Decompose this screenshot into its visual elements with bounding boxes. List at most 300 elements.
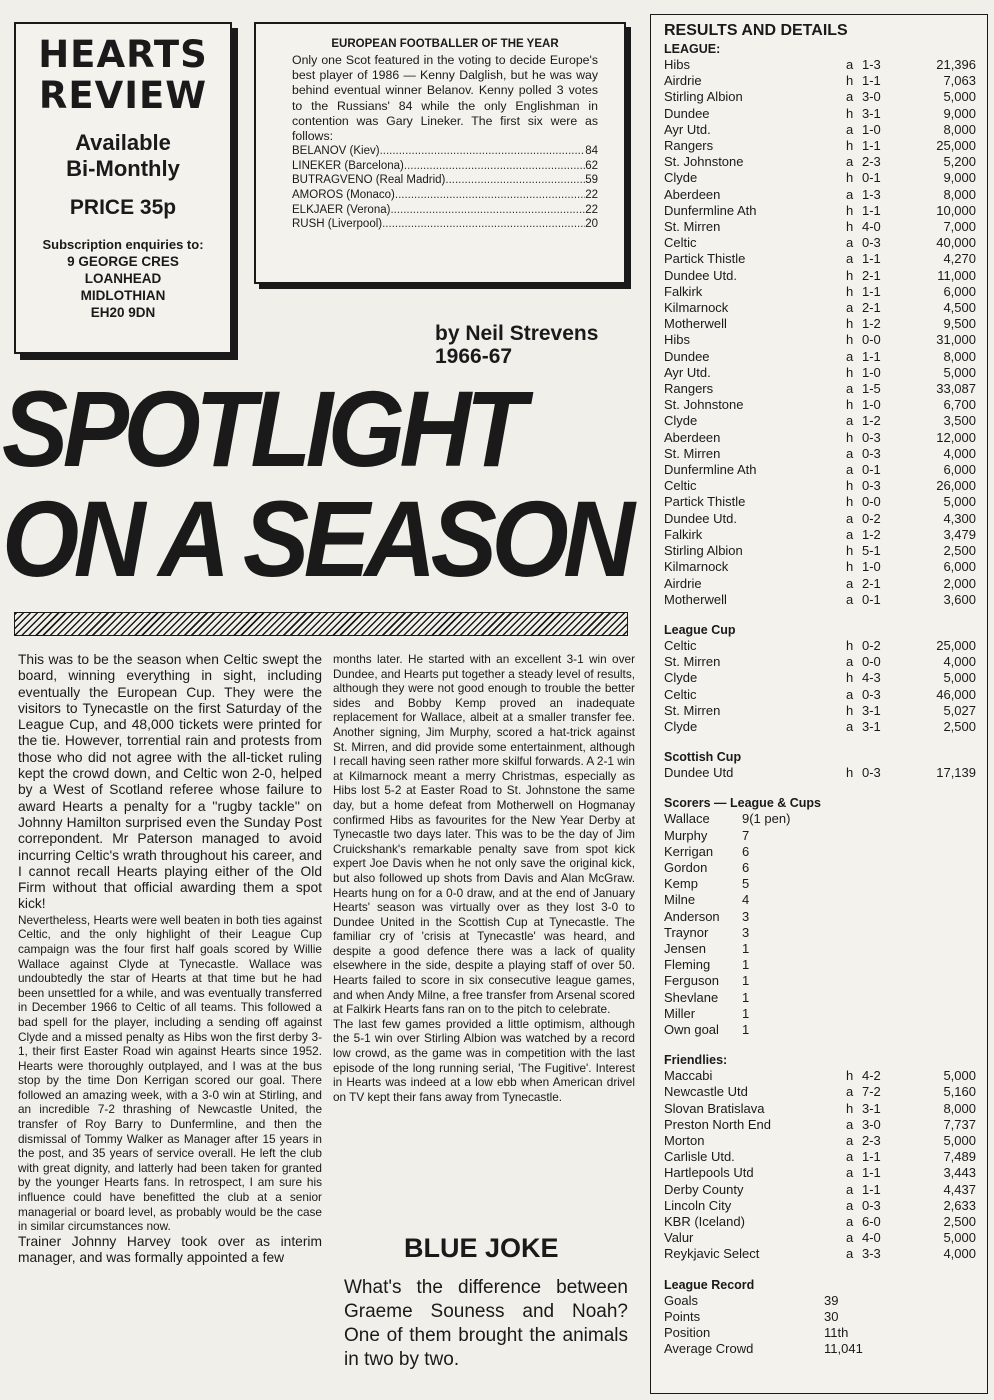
article-paragraph: Nevertheless, Hearts were well beaten in both ties against Celtic, and the only highlight of their League Cup campaign was the four first half goals scored by Willie Wallace against Clyde at Tynecastle. Wallace was undoubtedly the star of Hearts at that time but he had been unsettled for a while, and was eventually transferred in December 1966 to Celtic of all teams. This followed a bad spell for the player, including a sending off against Clyde and a missed penalty as Hibs won the first derby 3-1, their first Easter Road win against Hearts since 1952. Hearts were thoroughly outplayed, and I was at the bus stop by the time Don Kerrigan scored our goal. There followed an amazing week, with a 3-0 win at Stirling, and an incredible 7-2 thrashing of Newcastle United, the transfer of Roy Barry to Dunfermline, and then the dismissal of Tommy Walker as Manager after 15 years in the post, and 35 years of service overall. He left the club with great dignity, and latterly had been taken for granted by the younger Hearts fans. In retrospect, I am sure his influence could have benefitted the club at a senior managerial or board level, as probably would be the case in similar circumstances now. xyxy=(18,912,322,1234)
match-row xyxy=(664,1101,977,1117)
attendance: 12,000 xyxy=(936,429,976,445)
score: 0-3 xyxy=(862,478,881,494)
scorer-name: Miller xyxy=(664,1005,696,1021)
score: 3-0 xyxy=(862,89,881,105)
player-points: 59 xyxy=(585,174,598,187)
venue: a xyxy=(846,1197,854,1213)
match-row xyxy=(664,703,977,719)
opponent: Stirling Albion xyxy=(664,543,743,559)
opponent: St. Johnstone xyxy=(664,397,744,413)
venue: a xyxy=(846,510,854,526)
attendance: 8,000 xyxy=(943,121,976,137)
venue: a xyxy=(846,526,854,542)
attendance: 4,300 xyxy=(943,510,976,526)
score: 0-3 xyxy=(862,235,881,251)
scorer-name: Kerrigan xyxy=(664,843,714,859)
opponent: Morton xyxy=(664,1132,705,1148)
availability-line: Bi-Monthly xyxy=(66,156,180,181)
joke-title: BLUE JOKE xyxy=(404,1233,559,1263)
match-row xyxy=(664,462,977,478)
scorer-row xyxy=(664,860,977,876)
opponent: Dundee Utd xyxy=(664,765,734,781)
venue: a xyxy=(846,654,854,670)
player-name: LINEKER (Barcelona) xyxy=(292,159,404,172)
attendance: 31,000 xyxy=(936,332,976,348)
venue: h xyxy=(846,267,854,283)
player-points: 84 xyxy=(585,145,598,158)
venue: h xyxy=(846,138,854,154)
venue: h xyxy=(846,397,854,413)
attendance: 7,000 xyxy=(943,219,976,235)
player-name: BUTRAGVENO (Real Madrid) xyxy=(292,174,446,187)
attendance: 8,000 xyxy=(943,186,976,202)
match-row xyxy=(664,365,977,381)
attendance: 4,000 xyxy=(943,654,976,670)
venue: a xyxy=(846,121,854,137)
opponent: Dunfermline Ath xyxy=(664,462,757,478)
attendance: 3,479 xyxy=(943,526,976,542)
opponent: Ayr Utd. xyxy=(664,121,711,137)
article-column-2 xyxy=(333,652,635,1104)
match-row xyxy=(664,57,977,73)
venue: h xyxy=(846,283,854,299)
attendance: 46,000 xyxy=(936,686,976,702)
attendance: 9,000 xyxy=(943,105,976,121)
match-row xyxy=(664,446,977,462)
scorer-goals: 3 xyxy=(742,908,750,924)
attendance: 3,500 xyxy=(943,413,976,429)
match-row xyxy=(664,1182,977,1198)
score: 6-0 xyxy=(862,1214,881,1229)
venue: h xyxy=(846,1100,854,1116)
score: 1-1 xyxy=(862,1181,881,1197)
match-row xyxy=(664,251,977,267)
headline xyxy=(2,368,630,599)
venue: a xyxy=(846,235,854,251)
scorer-row xyxy=(664,1006,977,1022)
venue: h xyxy=(846,670,854,686)
attendance: 3,443 xyxy=(943,1165,976,1181)
scorer-row xyxy=(664,844,977,860)
attendance: 8,000 xyxy=(943,1100,976,1116)
attendance: 2,500 xyxy=(943,718,976,734)
address xyxy=(16,253,230,321)
venue: h xyxy=(846,559,854,575)
friendlies-heading: Friendlies: xyxy=(664,1053,728,1068)
league-heading: LEAGUE: xyxy=(664,42,721,56)
article-paragraph: Trainer Johnny Harvey took over as interim manager, and was formally appointed a few xyxy=(18,1233,322,1266)
opponent: Aberdeen xyxy=(664,429,721,445)
attendance: 5,000 xyxy=(943,670,976,686)
scottish-cup-results xyxy=(664,765,977,781)
venue: h xyxy=(846,316,854,332)
attendance: 5,000 xyxy=(943,89,976,105)
friendlies-results xyxy=(664,1068,977,1262)
attendance: 5,000 xyxy=(943,364,976,380)
scorer-row xyxy=(664,892,977,908)
venue: h xyxy=(846,170,854,186)
euro-row xyxy=(292,144,598,159)
opponent: KBR (Iceland) xyxy=(664,1214,745,1229)
attendance: 5,027 xyxy=(943,702,976,718)
hearts-review-box xyxy=(14,22,232,354)
results-panel xyxy=(650,14,988,1394)
match-row xyxy=(664,284,977,300)
opponent: Motherwell xyxy=(664,591,727,607)
match-row xyxy=(664,543,977,559)
venue: h xyxy=(846,429,854,445)
address-line: LOANHEAD xyxy=(84,271,162,286)
record-value: 39 xyxy=(824,1292,839,1308)
attendance: 5,000 xyxy=(943,1068,976,1084)
record-row xyxy=(664,1325,977,1341)
attendance: 2,500 xyxy=(943,1214,976,1229)
attendance: 6,000 xyxy=(943,462,976,478)
record-label: Position xyxy=(664,1325,711,1341)
match-row xyxy=(664,187,977,203)
attendance: 5,000 xyxy=(943,1230,976,1246)
scorers-list xyxy=(664,811,977,1038)
score: 1-0 xyxy=(862,559,881,575)
scorer-goals: 1 xyxy=(742,1005,750,1021)
venue: a xyxy=(846,1230,854,1246)
venue: h xyxy=(846,543,854,559)
opponent: Celtic xyxy=(664,637,697,653)
scorer-goals: 4 xyxy=(742,892,750,908)
attendance: 5,000 xyxy=(943,494,976,510)
attendance: 9,000 xyxy=(943,170,976,186)
euro-text: Only one Scot featured in the voting to decide Europe's best player of 1986 — Kenny Dalglish, but he was way behind eventual winner Belanov. Kenny polled 3 votes to the Russians' 84 while the only Englishman in contention was Gary Lineker. The first six were as follows: xyxy=(292,53,598,144)
record-label: Points xyxy=(664,1308,701,1324)
match-row xyxy=(664,1230,977,1246)
attendance: 6,000 xyxy=(943,559,976,575)
venue: h xyxy=(846,1068,854,1084)
scorer-goals: 1 xyxy=(742,957,750,973)
match-row xyxy=(664,1165,977,1181)
opponent: Preston North End xyxy=(664,1116,771,1132)
joke-text: What's the difference between Graeme Souness and Noah? One of them brought the animals in two by two. xyxy=(344,1277,628,1370)
venue: a xyxy=(846,575,854,591)
scorer-row xyxy=(664,828,977,844)
score: 3-1 xyxy=(862,702,881,718)
opponent: Ayr Utd. xyxy=(664,364,711,380)
opponent: Maccabi xyxy=(664,1068,713,1084)
scorer-goals: 1 xyxy=(742,989,750,1005)
headline-line: ON A SEASON xyxy=(2,478,630,599)
venue: a xyxy=(846,1149,854,1165)
opponent: Derby County xyxy=(664,1181,744,1197)
scorer-goals: 7 xyxy=(742,827,750,843)
attendance: 4,500 xyxy=(943,300,976,316)
venue: a xyxy=(846,686,854,702)
scorer-name: Gordon xyxy=(664,859,708,875)
match-row xyxy=(664,478,977,494)
attendance: 6,000 xyxy=(943,283,976,299)
euro-row xyxy=(292,173,598,188)
venue: a xyxy=(846,57,854,72)
score: 4-3 xyxy=(862,670,881,686)
score: 1-1 xyxy=(862,1165,881,1181)
score: 0-0 xyxy=(862,654,881,670)
scorer-name: Anderson xyxy=(664,908,720,924)
scorer-row xyxy=(664,811,977,827)
score: 1-1 xyxy=(862,348,881,364)
venue: a xyxy=(846,1165,854,1181)
title-line: REVIEW xyxy=(38,74,208,117)
score: 1-1 xyxy=(862,283,881,299)
league-results xyxy=(664,57,977,608)
player-name: ELKJAER (Verona) xyxy=(292,203,391,216)
match-row xyxy=(664,559,977,575)
venue: h xyxy=(846,478,854,494)
attendance: 10,000 xyxy=(936,202,976,218)
attendance: 4,437 xyxy=(943,1181,976,1197)
score: 1-5 xyxy=(862,381,881,397)
match-row xyxy=(664,687,977,703)
match-row xyxy=(664,719,977,735)
scorer-name: Murphy xyxy=(664,827,708,843)
attendance: 2,500 xyxy=(943,543,976,559)
match-row xyxy=(664,511,977,527)
euro-row xyxy=(292,188,598,203)
venue: a xyxy=(846,251,854,267)
match-row xyxy=(664,1117,977,1133)
opponent: Dunfermline Ath xyxy=(664,202,757,218)
score: 0-3 xyxy=(862,765,881,781)
match-row xyxy=(664,219,977,235)
euro-list xyxy=(292,144,598,232)
opponent: Partick Thistle xyxy=(664,494,746,510)
opponent: Reykjavic Select xyxy=(664,1246,760,1262)
match-row xyxy=(664,349,977,365)
score: 1-1 xyxy=(862,138,881,154)
availability-line: Available xyxy=(75,130,171,155)
score: 0-3 xyxy=(862,1197,881,1213)
match-row xyxy=(664,1084,977,1100)
opponent: Celtic xyxy=(664,686,697,702)
season: 1966-67 xyxy=(435,345,513,368)
opponent: Airdrie xyxy=(664,73,702,89)
opponent: Dundee Utd. xyxy=(664,510,737,526)
opponent: Slovan Bratislava xyxy=(664,1100,765,1116)
score: 1-0 xyxy=(862,397,881,413)
match-row xyxy=(664,300,977,316)
match-row xyxy=(664,154,977,170)
score: 2-1 xyxy=(862,575,881,591)
attendance: 4,000 xyxy=(943,445,976,461)
opponent: Motherwell xyxy=(664,316,727,332)
opponent: St. Mirren xyxy=(664,445,721,461)
record-value: 30 xyxy=(824,1308,839,1324)
address-line: 9 GEORGE CRES xyxy=(67,254,179,269)
euro-row xyxy=(292,203,598,218)
opponent: Airdrie xyxy=(664,575,702,591)
match-row xyxy=(664,592,977,608)
match-row xyxy=(664,1149,977,1165)
opponent: Dundee xyxy=(664,348,710,364)
venue: a xyxy=(846,1181,854,1197)
score: 3-1 xyxy=(862,105,881,121)
scorer-goals: 6 xyxy=(742,843,750,859)
opponent: Hartlepools Utd xyxy=(664,1165,754,1181)
price: PRICE 35p xyxy=(69,196,177,219)
venue: h xyxy=(846,202,854,218)
match-row xyxy=(664,765,977,781)
record-row xyxy=(664,1309,977,1325)
venue: a xyxy=(846,718,854,734)
score: 2-3 xyxy=(862,1132,881,1148)
dot-leader xyxy=(445,173,585,188)
score: 1-2 xyxy=(862,526,881,542)
hearts-review-title xyxy=(16,34,230,116)
match-row xyxy=(664,106,977,122)
dot-leader xyxy=(380,144,586,159)
scorer-goals: 1 xyxy=(742,973,750,989)
match-row xyxy=(664,1198,977,1214)
scorer-goals: 9(1 pen) xyxy=(742,811,791,827)
match-row xyxy=(664,89,977,105)
availability xyxy=(16,130,230,182)
opponent: St. Mirren xyxy=(664,702,721,718)
venue: a xyxy=(846,300,854,316)
match-row xyxy=(664,1133,977,1149)
opponent: Lincoln City xyxy=(664,1197,732,1213)
subscription-label: Subscription enquiries to: xyxy=(42,237,204,252)
record-row xyxy=(664,1341,977,1357)
match-row xyxy=(664,73,977,89)
venue: a xyxy=(846,1132,854,1148)
venue: h xyxy=(846,332,854,348)
score: 2-1 xyxy=(862,267,881,283)
euro-row xyxy=(292,159,598,174)
title-line: HEARTS xyxy=(38,33,208,76)
address-line: EH20 9DN xyxy=(90,305,156,320)
scorer-goals: 5 xyxy=(742,876,750,892)
opponent: Rangers xyxy=(664,138,714,154)
opponent: St. Mirren xyxy=(664,654,721,670)
match-row xyxy=(664,1214,977,1230)
opponent: Dundee xyxy=(664,105,710,121)
match-row xyxy=(664,1246,977,1262)
score: 1-1 xyxy=(862,73,881,89)
venue: a xyxy=(846,381,854,397)
venue: a xyxy=(846,591,854,607)
attendance: 7,737 xyxy=(943,1116,976,1132)
venue: h xyxy=(846,637,854,653)
opponent: Falkirk xyxy=(664,283,703,299)
scorer-goals: 1 xyxy=(742,940,750,956)
score: 2-3 xyxy=(862,154,881,170)
score: 0-3 xyxy=(862,429,881,445)
attendance: 2,000 xyxy=(943,575,976,591)
dot-leader xyxy=(382,217,585,232)
record-value: 11,041 xyxy=(824,1341,863,1357)
scorer-row xyxy=(664,990,977,1006)
opponent: Carlisle Utd. xyxy=(664,1149,735,1165)
venue: h xyxy=(846,494,854,510)
scorer-name: Traynor xyxy=(664,924,709,940)
player-points: 22 xyxy=(585,203,598,216)
score: 1-1 xyxy=(862,1149,881,1165)
score: 2-1 xyxy=(862,300,881,316)
record-value: 11th xyxy=(824,1325,849,1341)
scorer-name: Fleming xyxy=(664,957,711,973)
scorer-row xyxy=(664,876,977,892)
attendance: 25,000 xyxy=(936,637,976,653)
byline xyxy=(435,322,598,368)
scorer-name: Kemp xyxy=(664,876,698,892)
venue: a xyxy=(846,1116,854,1132)
score: 0-1 xyxy=(862,462,881,478)
score: 0-2 xyxy=(862,637,881,653)
author: by Neil Strevens xyxy=(435,322,599,345)
venue: a xyxy=(846,413,854,429)
score: 7-2 xyxy=(862,1084,881,1100)
hatched-divider xyxy=(14,612,628,636)
attendance: 4,000 xyxy=(943,1246,976,1262)
match-row xyxy=(664,638,977,654)
match-row xyxy=(664,397,977,413)
address-line: MIDLOTHIAN xyxy=(80,288,166,303)
venue: h xyxy=(846,364,854,380)
score: 5-1 xyxy=(862,543,881,559)
attendance: 4,270 xyxy=(943,251,976,267)
attendance: 7,489 xyxy=(943,1149,976,1165)
attendance: 5,000 xyxy=(943,1132,976,1148)
venue: h xyxy=(846,73,854,89)
scorer-name: Wallace xyxy=(664,811,710,827)
scorer-row xyxy=(664,1022,977,1038)
attendance: 7,063 xyxy=(943,73,976,89)
score: 1-2 xyxy=(862,316,881,332)
match-row xyxy=(664,170,977,186)
scorer-row xyxy=(664,909,977,925)
venue: a xyxy=(846,154,854,170)
scorer-name: Milne xyxy=(664,892,696,908)
article-column-1 xyxy=(18,652,322,1266)
scorer-row xyxy=(664,957,977,973)
score: 4-0 xyxy=(862,1230,881,1246)
score: 3-0 xyxy=(862,1116,881,1132)
dot-leader xyxy=(404,159,585,174)
score: 3-1 xyxy=(862,718,881,734)
match-row xyxy=(664,1068,977,1084)
opponent: Clyde xyxy=(664,670,698,686)
score: 4-2 xyxy=(862,1068,881,1084)
opponent: Falkirk xyxy=(664,526,703,542)
match-row xyxy=(664,527,977,543)
match-row xyxy=(664,203,977,219)
opponent: Kilmarnock xyxy=(664,300,729,316)
attendance: 9,500 xyxy=(943,316,976,332)
scorer-row xyxy=(664,925,977,941)
opponent: Stirling Albion xyxy=(664,89,743,105)
match-row xyxy=(664,122,977,138)
league-cup-results xyxy=(664,638,977,735)
opponent: Valur xyxy=(664,1230,694,1246)
attendance: 5,160 xyxy=(943,1084,976,1100)
opponent: Kilmarnock xyxy=(664,559,729,575)
score: 0-2 xyxy=(862,510,881,526)
opponent: Celtic xyxy=(664,478,697,494)
score: 1-3 xyxy=(862,57,881,72)
opponent: Partick Thistle xyxy=(664,251,746,267)
record-label: Goals xyxy=(664,1292,698,1308)
attendance: 17,139 xyxy=(936,765,976,781)
venue: h xyxy=(846,765,854,781)
opponent: Clyde xyxy=(664,413,698,429)
match-row xyxy=(664,138,977,154)
